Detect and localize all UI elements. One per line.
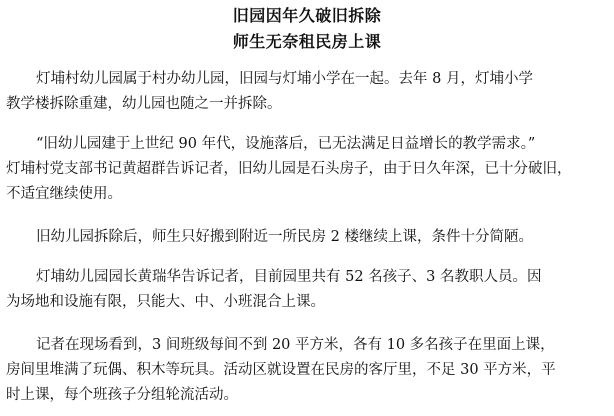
paragraph-line: 灯埔村幼儿园属于村办幼儿园，旧园与灯埔小学在一起。去年 8 月，灯埔小学 (36, 71, 533, 87)
paragraph-line: 灯埔村党支部书记黄超群告诉记者，旧幼儿园是石头房子，由于日久年深，已十分破旧， (6, 161, 572, 177)
headline-line-2: 师生无奈租民房上课 (232, 32, 382, 51)
paragraph-line: 时上课，每个班孩子分组轮流活动。 (6, 387, 238, 403)
paragraph-line: 灯埔幼儿园园长黄瑞华告诉记者，目前园里共有 52 名孩子、3 名教职人员。因 (36, 269, 542, 285)
paragraph-line: 为场地和设施有限，只能大、中、小班混合上课。 (6, 294, 325, 310)
paragraph-line: 教学楼拆除重建，幼儿园也随之一并拆除。 (6, 96, 282, 112)
paragraph-line: 记者在现场看到，3 间班级每间不到 20 平方米，各有 10 多名孩子在里面上课， (36, 337, 555, 353)
paragraph-line: “旧幼儿园建于上世纪 90 年代，设施落后，已无法满足日益增长的教学需求。” (36, 136, 536, 152)
paragraph-line: 旧幼儿园拆除后，师生只好搬到附近一所民房 2 楼继续上课，条件十分简陋。 (36, 229, 533, 245)
paragraph-line: 房间里堆满了玩偶、积木等玩具。活动区就设置在民房的客厅里，不足 30 平方米，平 (6, 362, 556, 378)
headline-line-1: 旧园因年久破旧拆除 (232, 6, 382, 25)
paragraph-line: 不适宜继续使用。 (6, 186, 122, 202)
